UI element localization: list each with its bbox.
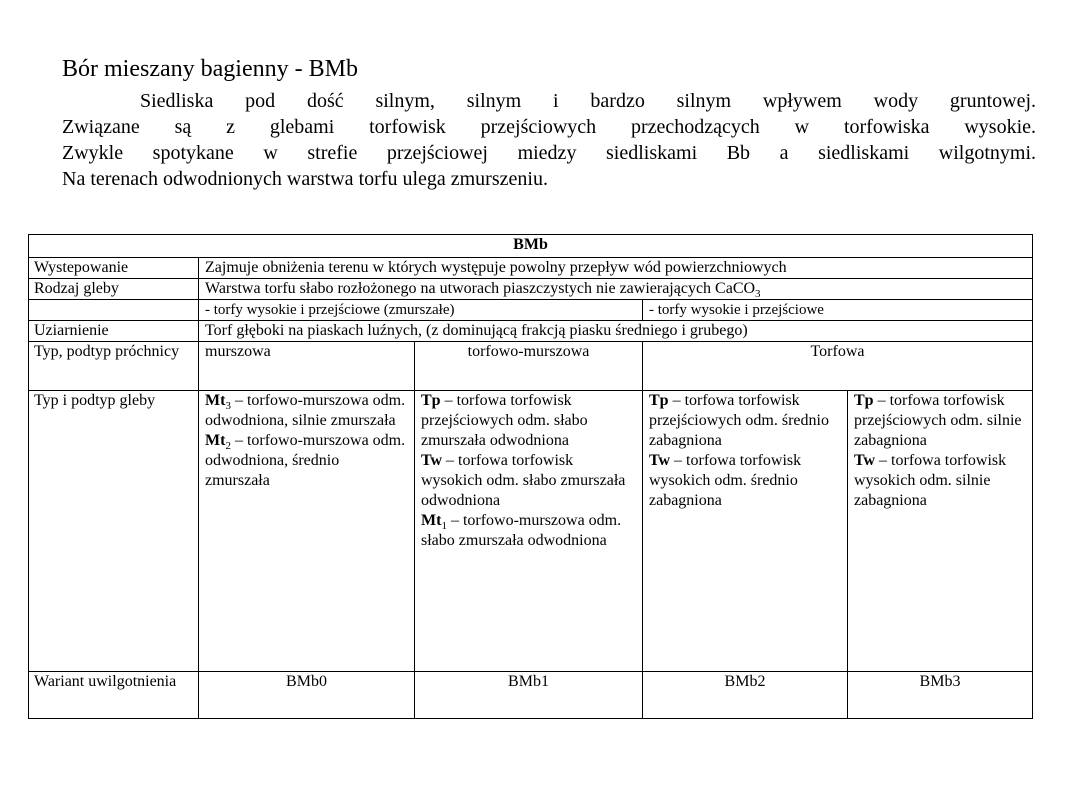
soil-description: – torfowo-murszowa odm. słabo zmurszała odwodniona [421,512,622,549]
soil-entry [854,451,1026,511]
empty-cell [29,300,199,321]
soil-entry [421,451,636,511]
row-label: Rodzaj gleby [29,279,199,300]
soil-cell [643,391,848,672]
soil-entry [649,451,841,511]
variant-cell: BMb0 [199,672,415,719]
row-value: Zajmuje obniżenia terenu w których występuje powolny przepływ wód powierzchniowych [199,258,1033,279]
intro-line-1: Siedliska pod dość silnym, silnym i bardzo silnym wpływem wody gruntowej. [140,90,1036,112]
table-header: BMb [29,235,1033,258]
soil-code: Mt [421,512,442,529]
subtype-right: - torfy wysokie i przejściowe [643,300,1033,321]
subtype-left: - torfy wysokie i przejściowe (zmurszałe) [199,300,643,321]
soil-cell [199,391,415,672]
soil-code: Mt [205,392,226,409]
row-value [199,279,1033,300]
soil-code: Tp [854,392,874,409]
subscript: 3 [755,288,761,300]
soil-entry [421,391,636,451]
soil-description: – torfowa torfowisk wysokich odm. średnio zabagniona [649,452,802,509]
soil-description: – torfowa torfowisk przejściowych odm. silnie zabagniona [854,392,1022,449]
soil-entry [421,511,636,551]
row-label: Uziarnienie [29,321,199,342]
intro-paragraph [62,88,1036,192]
document-title: Bór mieszany bagienny - BMb [62,56,358,82]
row-label: Typ, podtyp próchnicy [29,342,199,391]
soil-code-subscript: 1 [441,520,447,533]
intro-line-3: Zwykle spotykane w strefie przejściowej miedzy siedliskami Bb a siedliskami wilgotnymi. [62,142,1036,164]
soil-code: Tw [421,452,443,469]
intro-line-2: Związane są z glebami torfowisk przejściowych przechodzących w torfowiska wysokie. [62,116,1036,138]
soil-description: – torfowa torfowisk wysokich odm. silnie zabagniona [854,452,1007,509]
soil-description: – torfowa torfowisk przejściowych odm. słabo zmurszała odwodniona [421,392,588,449]
variant-cell: BMb3 [848,672,1033,719]
row-value: Torf głęboki na piaskach luźnych, (z dominującą frakcją piasku średniego i grubego) [199,321,1033,342]
row-uziarnienie [29,321,1033,342]
soil-description: – torfowa torfowisk przejściowych odm. średnio zabagniona [649,392,829,449]
intro-line-4: Na terenach odwodnionych warstwa torfu ulega zmurszeniu. [62,168,548,190]
soil-code: Mt [205,432,226,449]
variant-cell: BMb2 [643,672,848,719]
soil-entry [205,431,408,491]
row-rodzaj-gleby [29,279,1033,300]
soil-entry [649,391,841,451]
soil-cell [415,391,643,672]
soil-description: – torfowo-murszowa odm. odwodniona, silnie zmurszała [205,392,406,429]
row-peat-subtypes [29,300,1033,321]
soil-code-subscript: 2 [225,440,231,453]
bmb-habitat-table [28,234,1033,719]
row-typ-gleby [29,391,1033,672]
soil-description: – torfowo-murszowa odm. odwodniona, średnio zmurszała [205,432,406,489]
row-typ-prochnicy [29,342,1033,391]
variant-cell: BMb1 [415,672,643,719]
soil-code: Tp [421,392,441,409]
row-wystepowanie [29,258,1033,279]
row-label: Wariant uwilgotnienia [29,672,199,719]
soil-code-subscript: 3 [225,400,231,413]
rodzaj-gleby-text: Warstwa torfu słabo rozłożonego na utworach piaszczystych nie zawierających CaCO [205,280,756,297]
soil-entry [205,391,408,431]
row-label: Wystepowanie [29,258,199,279]
soil-entry [854,391,1026,451]
humus-cell: murszowa [199,342,415,391]
soil-code: Tp [649,392,669,409]
soil-description: – torfowa torfowisk wysokich odm. słabo zmurszała odwodniona [421,452,626,509]
soil-code: Tw [854,452,876,469]
soil-code: Tw [649,452,671,469]
humus-cell: Torfowa [643,342,1033,391]
humus-cell: torfowo-murszowa [415,342,643,391]
row-label: Typ i podtyp gleby [29,391,199,672]
row-wariant [29,672,1033,719]
soil-cell [848,391,1033,672]
